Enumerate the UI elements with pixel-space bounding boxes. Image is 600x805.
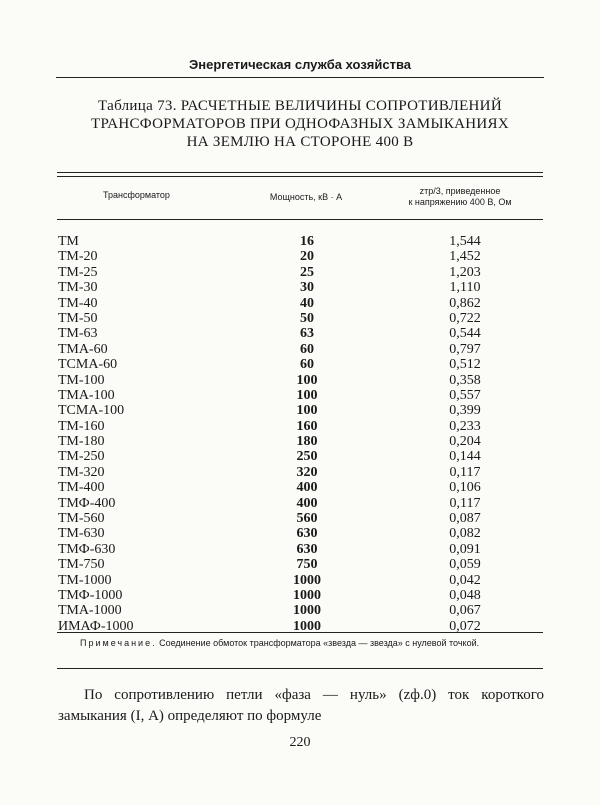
power-cell: 320 bbox=[296, 464, 318, 480]
page-number: 220 bbox=[289, 735, 311, 750]
resistance-cell: 0,117 bbox=[449, 495, 481, 511]
table-header-rule bbox=[57, 219, 543, 220]
header-rule bbox=[56, 77, 544, 78]
table-row bbox=[0, 357, 600, 372]
transformer-name-cell: ТСМА-100 bbox=[58, 403, 125, 419]
column-header-resistance bbox=[380, 186, 540, 208]
table-row bbox=[0, 588, 600, 603]
table-row bbox=[0, 480, 600, 495]
resistance-cell: 0,091 bbox=[449, 541, 481, 557]
transformer-name-cell: ТСМА-60 bbox=[58, 357, 118, 373]
power-cell: 16 bbox=[300, 234, 314, 249]
power-cell: 1000 bbox=[293, 618, 321, 634]
power-cell: 1000 bbox=[293, 572, 321, 588]
resistance-cell: 1,544 bbox=[449, 234, 481, 249]
table-row bbox=[0, 388, 600, 403]
table-row bbox=[0, 434, 600, 449]
power-cell: 20 bbox=[300, 249, 314, 265]
resistance-cell: 0,042 bbox=[449, 572, 481, 588]
transformer-name-cell: ТМ-100 bbox=[58, 372, 105, 388]
transformer-name-cell: ТМ-250 bbox=[58, 449, 105, 465]
note-rule bbox=[57, 668, 543, 669]
resistance-cell: 0,557 bbox=[449, 387, 481, 403]
power-cell: 100 bbox=[296, 387, 318, 403]
transformer-name-cell: ТМА-100 bbox=[58, 387, 115, 403]
transformer-name-cell: ТМ-30 bbox=[58, 280, 98, 296]
power-cell: 630 bbox=[296, 526, 318, 542]
power-cell: 25 bbox=[300, 264, 314, 280]
power-cell: 400 bbox=[296, 480, 318, 496]
table-row bbox=[0, 342, 600, 357]
table-row bbox=[0, 449, 600, 464]
note-text: Соединение обмоток трансформатора «звезда — звезда» с нулевой точкой. bbox=[159, 638, 480, 648]
resistance-cell: 0,117 bbox=[449, 464, 481, 480]
transformer-name-cell: ТМ-560 bbox=[58, 511, 105, 527]
table-title-line-3: НА ЗЕМЛЮ НА СТОРОНЕ 400 В bbox=[186, 134, 414, 150]
table-row bbox=[0, 465, 600, 480]
power-cell: 60 bbox=[300, 341, 314, 357]
power-cell: 400 bbox=[296, 495, 318, 511]
table-top-rule bbox=[57, 172, 543, 173]
resistance-cell: 0,204 bbox=[449, 434, 481, 450]
power-cell: 160 bbox=[296, 418, 318, 434]
body-paragraph: По сопротивлению петли «фаза — нуль» (zф.0) ток короткого замыкания (I, А) определяют по формуле bbox=[58, 687, 544, 724]
resistance-cell: 0,722 bbox=[449, 310, 481, 326]
power-cell: 250 bbox=[296, 449, 318, 465]
resistance-cell: 0,862 bbox=[449, 295, 481, 311]
transformer-name-cell: ТМ-63 bbox=[58, 326, 98, 342]
resistance-cell: 0,072 bbox=[449, 618, 481, 634]
table-body bbox=[0, 234, 600, 634]
table-row bbox=[0, 249, 600, 264]
transformer-name-cell: ТМ-160 bbox=[58, 418, 105, 434]
table-bottom-rule bbox=[57, 632, 543, 633]
power-cell: 40 bbox=[300, 295, 314, 311]
column-header-resistance-line-2: к напряжению 400 В, Ом bbox=[408, 197, 512, 207]
table-row bbox=[0, 496, 600, 511]
transformer-name-cell: ТМ-400 bbox=[58, 480, 105, 496]
power-cell: 630 bbox=[296, 541, 318, 557]
power-cell: 1000 bbox=[293, 603, 321, 619]
table-row bbox=[0, 557, 600, 572]
table-row bbox=[0, 265, 600, 280]
power-cell: 60 bbox=[300, 357, 314, 373]
resistance-cell: 1,203 bbox=[449, 264, 481, 280]
transformer-name-cell: ТМ-630 bbox=[58, 526, 105, 542]
resistance-cell: 0,082 bbox=[449, 526, 481, 542]
resistance-cell: 0,797 bbox=[449, 341, 481, 357]
transformer-name-cell: ТМ-50 bbox=[58, 310, 98, 326]
table-title-line-2: ТРАНСФОРМАТОРОВ ПРИ ОДНОФАЗНЫХ ЗАМЫКАНИЯХ bbox=[91, 116, 509, 132]
resistance-cell: 0,399 bbox=[449, 403, 481, 419]
table-note bbox=[80, 637, 550, 649]
transformer-name-cell: ТМА-60 bbox=[58, 341, 108, 357]
table-row bbox=[0, 526, 600, 541]
table-row bbox=[0, 326, 600, 341]
resistance-cell: 1,452 bbox=[449, 249, 481, 265]
table-row bbox=[0, 603, 600, 618]
resistance-cell: 0,358 bbox=[449, 372, 481, 388]
table-row bbox=[0, 280, 600, 295]
resistance-cell: 0,233 bbox=[449, 418, 481, 434]
power-cell: 100 bbox=[296, 372, 318, 388]
power-cell: 180 bbox=[296, 434, 318, 450]
column-header-power: Мощность, кВ · А bbox=[269, 192, 343, 202]
transformer-name-cell: ТМ bbox=[58, 234, 79, 249]
running-header: Энергетическая служба хозяйства bbox=[188, 57, 412, 72]
transformer-name-cell: ТМ-180 bbox=[58, 434, 105, 450]
power-cell: 750 bbox=[296, 557, 318, 573]
resistance-cell: 0,544 bbox=[449, 326, 481, 342]
resistance-cell: 0,512 bbox=[449, 357, 481, 373]
table-top-rule-secondary bbox=[57, 176, 543, 177]
note-label: Примечание. bbox=[80, 638, 157, 648]
power-cell: 100 bbox=[296, 403, 318, 419]
transformer-name-cell: ИМАФ-1000 bbox=[58, 618, 134, 634]
power-cell: 1000 bbox=[293, 587, 321, 603]
transformer-name-cell: ТМ-40 bbox=[58, 295, 98, 311]
column-header-resistance-line-1: zтр/3, приведенное bbox=[419, 186, 501, 196]
table-title-line-1: Таблица 73. РАСЧЕТНЫЕ ВЕЛИЧИНЫ СОПРОТИВЛЕНИЙ bbox=[98, 98, 502, 114]
table-row bbox=[0, 234, 600, 249]
power-cell: 560 bbox=[296, 511, 318, 527]
transformer-name-cell: ТМ-1000 bbox=[58, 572, 112, 588]
transformer-name-cell: ТМ-20 bbox=[58, 249, 98, 265]
resistance-cell: 1,110 bbox=[449, 280, 481, 296]
power-cell: 50 bbox=[300, 310, 314, 326]
transformer-name-cell: ТМФ-400 bbox=[58, 495, 116, 511]
table-row bbox=[0, 511, 600, 526]
resistance-cell: 0,067 bbox=[449, 603, 481, 619]
resistance-cell: 0,059 bbox=[449, 557, 481, 573]
transformer-name-cell: ТМФ-1000 bbox=[58, 587, 123, 603]
resistance-cell: 0,048 bbox=[449, 587, 481, 603]
table-row bbox=[0, 311, 600, 326]
table-row bbox=[0, 573, 600, 588]
transformer-name-cell: ТМА-1000 bbox=[58, 603, 122, 619]
power-cell: 30 bbox=[300, 280, 314, 296]
transformer-name-cell: ТМ-750 bbox=[58, 557, 105, 573]
table-row bbox=[0, 373, 600, 388]
power-cell: 63 bbox=[300, 326, 314, 342]
resistance-cell: 0,106 bbox=[449, 480, 481, 496]
transformer-name-cell: ТМ-320 bbox=[58, 464, 105, 480]
column-header-transformer: Трансформатор bbox=[103, 190, 170, 200]
table-row bbox=[0, 296, 600, 311]
transformer-name-cell: ТМ-25 bbox=[58, 264, 98, 280]
resistance-cell: 0,087 bbox=[449, 511, 481, 527]
table-row bbox=[0, 419, 600, 434]
resistance-cell: 0,144 bbox=[449, 449, 481, 465]
transformer-name-cell: ТМФ-630 bbox=[58, 541, 116, 557]
table-row bbox=[0, 542, 600, 557]
table-row bbox=[0, 403, 600, 418]
